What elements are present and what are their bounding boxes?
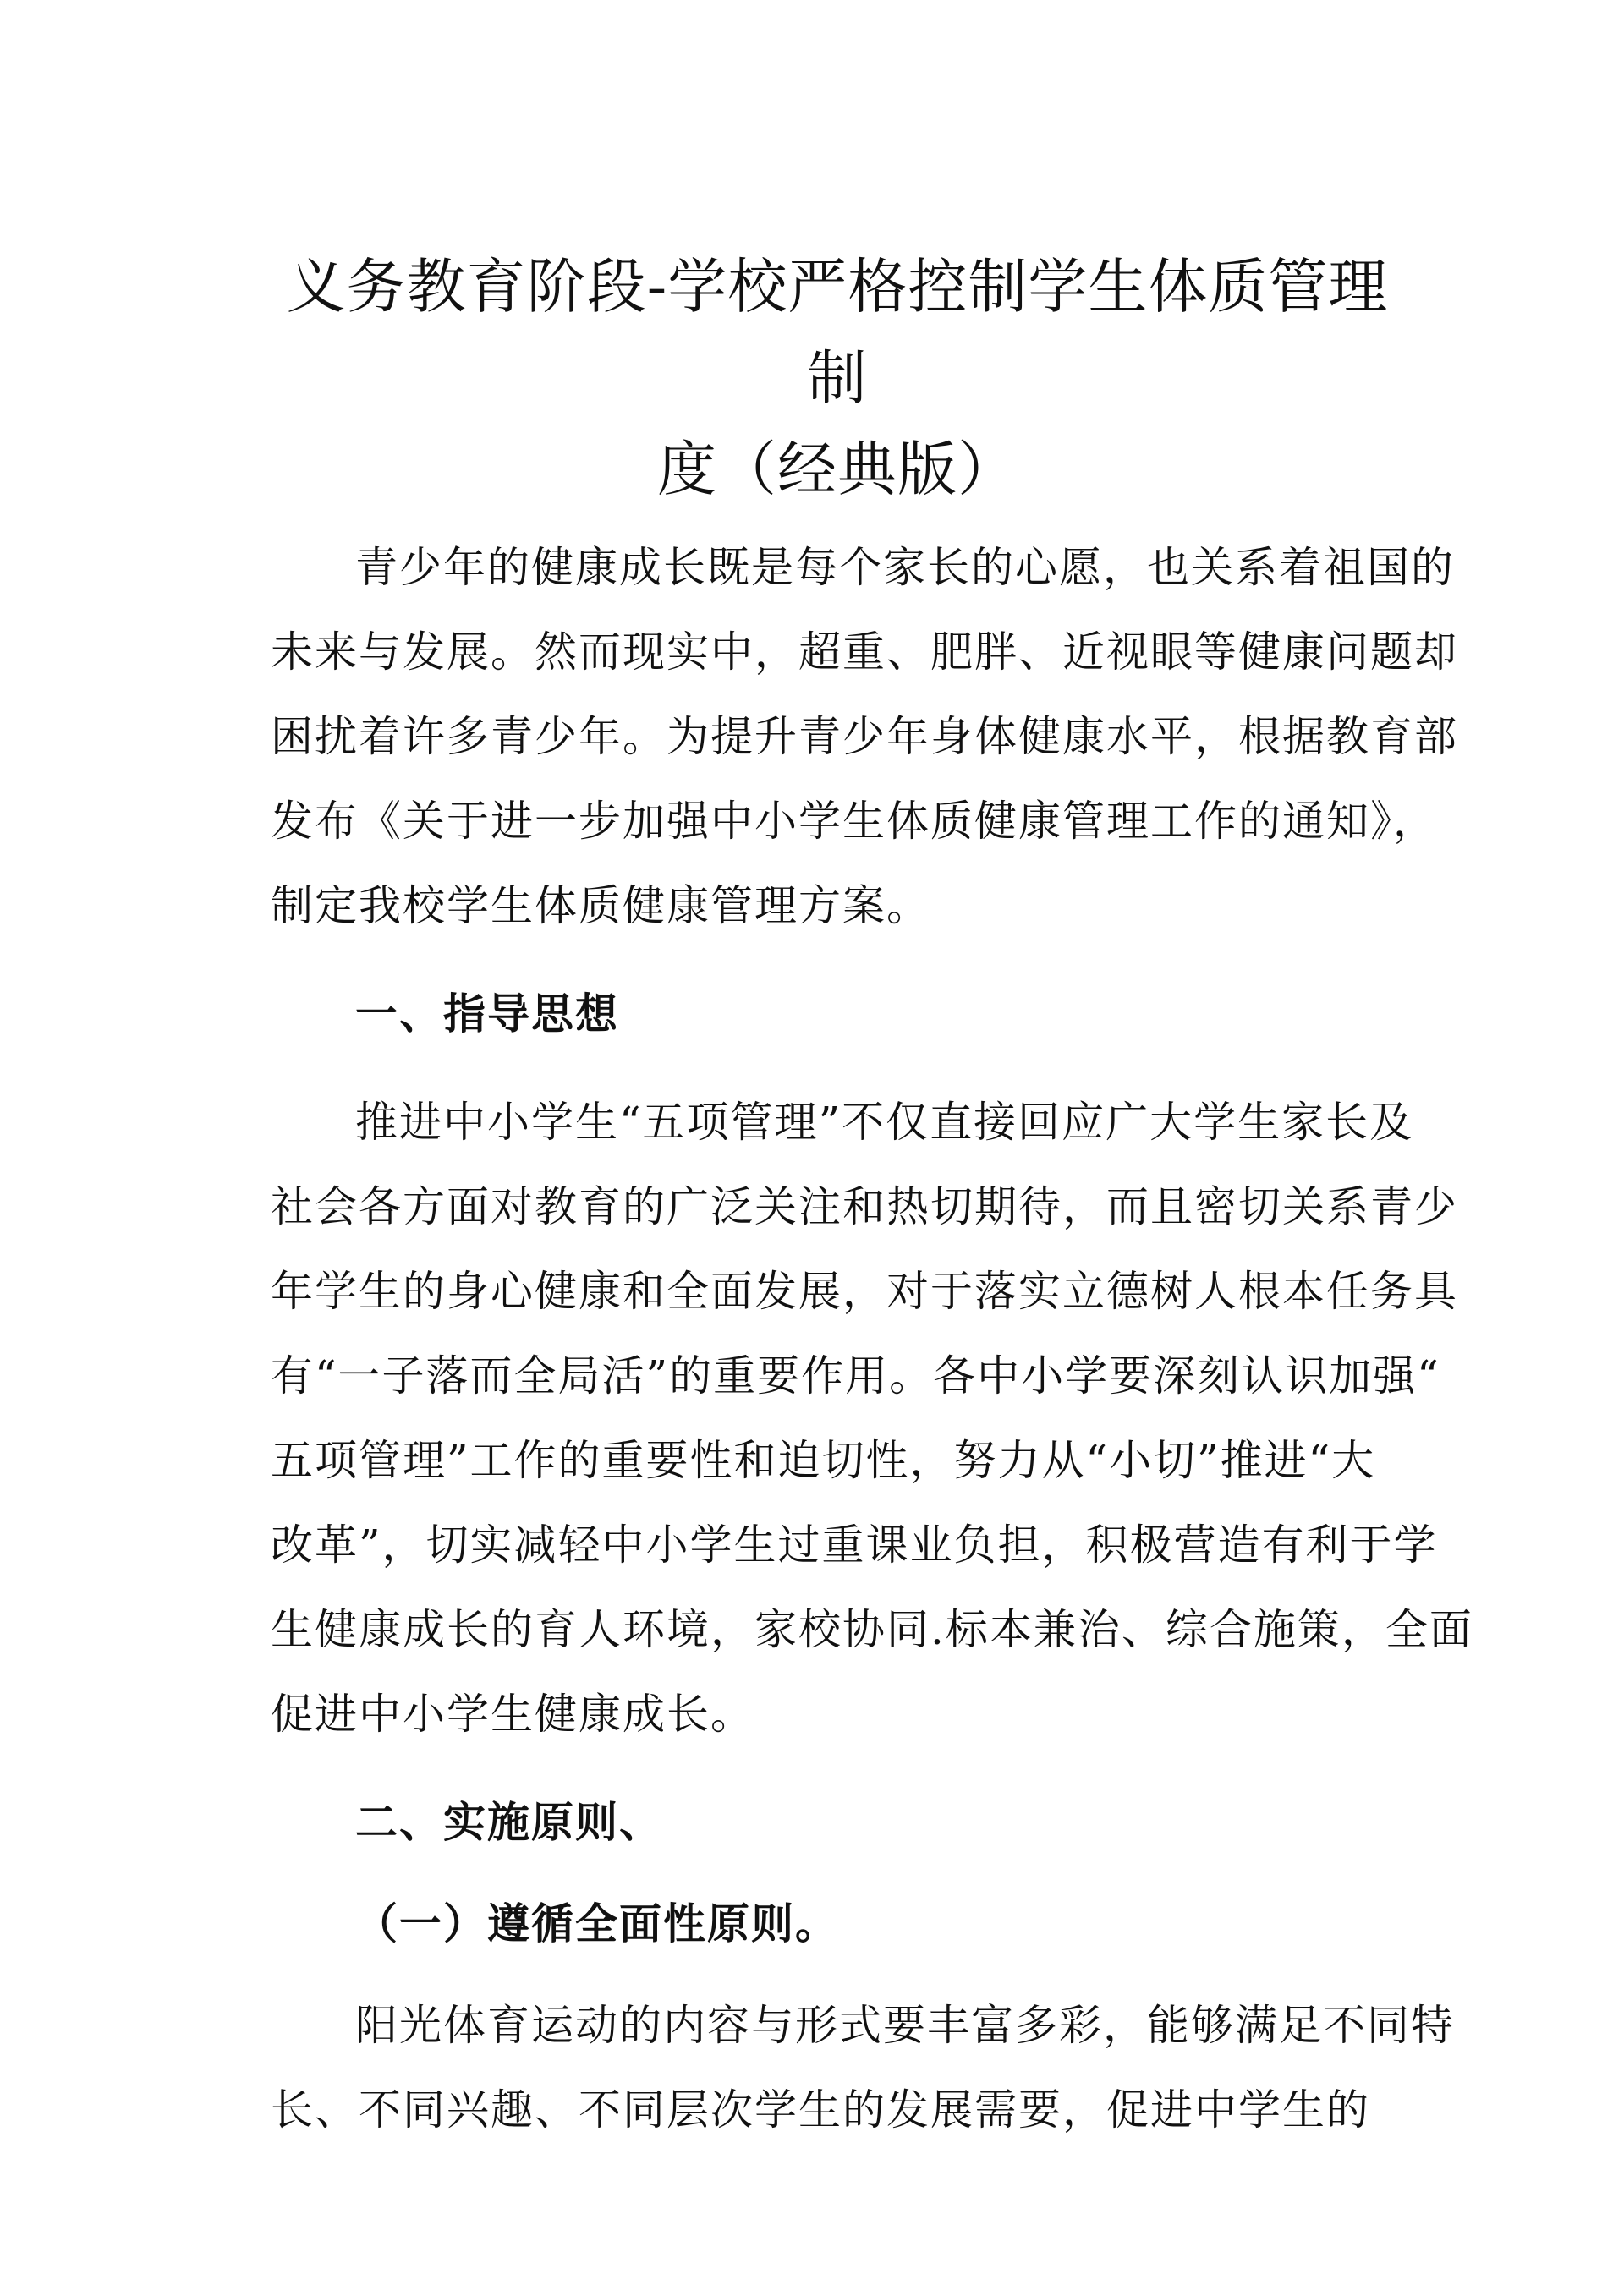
section2-paragraph	[271, 1983, 1455, 2152]
section-heading: 二、实施原则、	[355, 1797, 663, 1847]
spacer	[271, 1865, 1404, 1882]
subsection-heading: （一）遵循全面性原则。	[355, 1899, 839, 1948]
title-line: 度（经典版）	[657, 435, 1018, 504]
spacer	[271, 948, 1404, 972]
document-title	[271, 241, 1404, 515]
paragraph-line: 促进中小学生健康成长。	[271, 1690, 754, 1739]
paragraph-line: 改革”，切实减轻中小学生过重课业负担，积极营造有利于学	[271, 1521, 1438, 1570]
intro-paragraph	[271, 525, 1458, 948]
document-page	[271, 241, 1473, 2152]
spacer	[271, 1966, 1404, 1983]
title-line: 义务教育阶段-学校严格控制学生体质管理制	[286, 252, 1389, 413]
paragraph-line: 青少年的健康成长既是每个家长的心愿，也关系着祖国的	[355, 543, 1455, 592]
paragraph-line: 生健康成长的育人环境，家校协同.标本兼治、综合施策，全面	[271, 1605, 1473, 1654]
paragraph-line: 阳光体育运动的内容与形式要丰富多彩，能够满足不同特	[355, 2001, 1455, 2050]
paragraph-line: 困扰着许多青少年。为提升青少年身体健康水平，根据教育部	[271, 712, 1458, 761]
section1-paragraph	[271, 1080, 1473, 1756]
paragraph-line: 制定我校学生体质健康管理方案。	[271, 881, 930, 930]
paragraph-line: 有“一子落而全局活”的重要作用。各中小学要深刻认识加强“	[271, 1351, 1440, 1400]
spacer	[271, 1756, 1404, 1780]
paragraph-line: 社会各方面对教育的广泛关注和热切期待，而且密切关系青少	[271, 1182, 1458, 1231]
paragraph-line: 未来与发展。然而现实中，超重、肥胖、近视眼等健康问题却	[271, 627, 1458, 677]
spacer	[271, 1056, 1404, 1080]
paragraph-line: 发布《关于进一步加强中小学生体质健康管理工作的通知》，	[271, 797, 1437, 846]
paragraph-line: 推进中小学生“五项管理”不仅直接回应广大学生家长及	[355, 1098, 1414, 1147]
paragraph-line: 五项管理”工作的重要性和迫切性，努力从“小切”推进“大	[271, 1436, 1376, 1485]
section-heading: 一、指导思想	[355, 989, 619, 1038]
paragraph-line: 长、不同兴趣、不同层次学生的发展需要，促进中学生的	[271, 2085, 1370, 2134]
paragraph-line: 年学生的身心健康和全面发展，对于落实立德树人根本任务具	[271, 1267, 1458, 1316]
